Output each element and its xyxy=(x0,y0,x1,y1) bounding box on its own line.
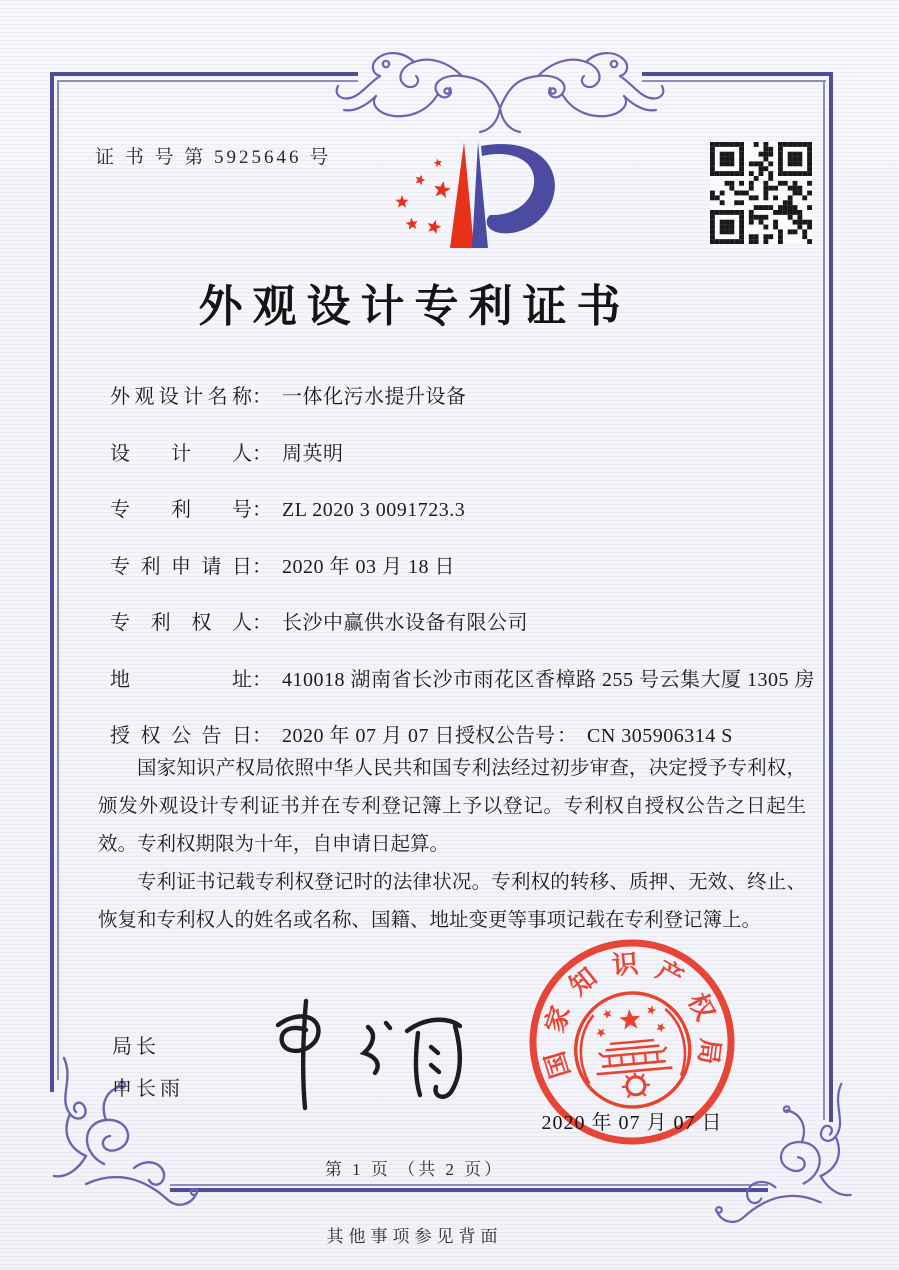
field-label: 专利号 xyxy=(110,499,252,521)
field-value: ZL 2020 3 0091723.3 xyxy=(282,499,466,521)
field-label: 设计人 xyxy=(110,442,252,465)
field-label: 专利权人 xyxy=(110,612,252,634)
field-label: 专利申请日 xyxy=(110,555,252,578)
certificate-title: 外观设计专利证书 xyxy=(198,282,631,331)
field-label: 授权公告日 xyxy=(110,725,252,747)
seal-date: 2020 年 07 月 07 日 xyxy=(541,1112,723,1134)
seal-character: 国 xyxy=(540,1047,576,1082)
seal-character: 识 xyxy=(611,949,640,981)
seal-character: 产 xyxy=(651,955,688,994)
field-value: 周英明 xyxy=(282,442,344,465)
back-side-note: 其他事项参见背面 xyxy=(326,1227,503,1246)
seal-character: 知 xyxy=(563,962,603,1002)
paragraph: 专利证书记载专利权登记时的法律状况。专利权的转移、质押、无效、终止、恢复和专利权人的姓名或名称、国籍、地址变更等事项记载在专利登记簿上。 xyxy=(98,872,806,931)
field-row xyxy=(110,606,528,635)
field-label: 外观设计名称 xyxy=(110,386,252,408)
seal-character: 局 xyxy=(692,1036,725,1067)
field-row xyxy=(110,550,455,579)
field-value: 长沙中赢供水设备有限公司 xyxy=(282,612,528,634)
field-row xyxy=(110,380,467,409)
field-label: 授权公告号 xyxy=(455,725,555,747)
field-value: 410018 湖南省长沙市雨花区香樟路 255 号云集大厦 1305 房 xyxy=(282,668,815,691)
seal-character: 家 xyxy=(540,1002,576,1037)
paragraph: 国家知识产权局依照中华人民共和国专利法经过初步审查，决定授予专利权，颁发外观设计专利证书并在专利登记簿上予以登记。专利权自授权公告之日起生效。专利权期限为十年，自申请日起算。 xyxy=(98,758,806,855)
field-value: 一体化污水提升设备 xyxy=(282,386,467,408)
director-name: 申长雨 xyxy=(112,1078,184,1100)
field-colon: ： xyxy=(557,725,577,747)
certificate-number: 证 书 号 第 5925646 号 xyxy=(95,147,332,168)
field-label: 地址 xyxy=(110,668,252,691)
field-row xyxy=(110,493,465,522)
field-value: 2020 年 03 月 18 日 xyxy=(282,555,455,578)
page-indicator: 第 1 页 （共 2 页） xyxy=(324,1160,505,1179)
field-colon: ： xyxy=(252,725,272,747)
field-row xyxy=(110,663,815,692)
director-title: 局长 xyxy=(112,1036,160,1058)
field-pair-secondary xyxy=(455,719,733,748)
field-colon: ： xyxy=(252,612,272,634)
legal-paragraphs xyxy=(98,750,806,940)
field-value: CN 305906314 S xyxy=(587,725,733,747)
signature-icon xyxy=(242,995,477,1113)
field-colon: ： xyxy=(252,555,272,578)
field-row xyxy=(110,437,344,466)
field-value: 2020 年 07 月 07 日 xyxy=(282,725,455,747)
field-colon: ： xyxy=(252,386,272,408)
field-colon: ： xyxy=(252,668,272,691)
field-row xyxy=(110,719,733,748)
field-colon: ： xyxy=(252,442,272,465)
seal-character: 权 xyxy=(682,988,720,1025)
field-colon: ： xyxy=(252,499,272,521)
